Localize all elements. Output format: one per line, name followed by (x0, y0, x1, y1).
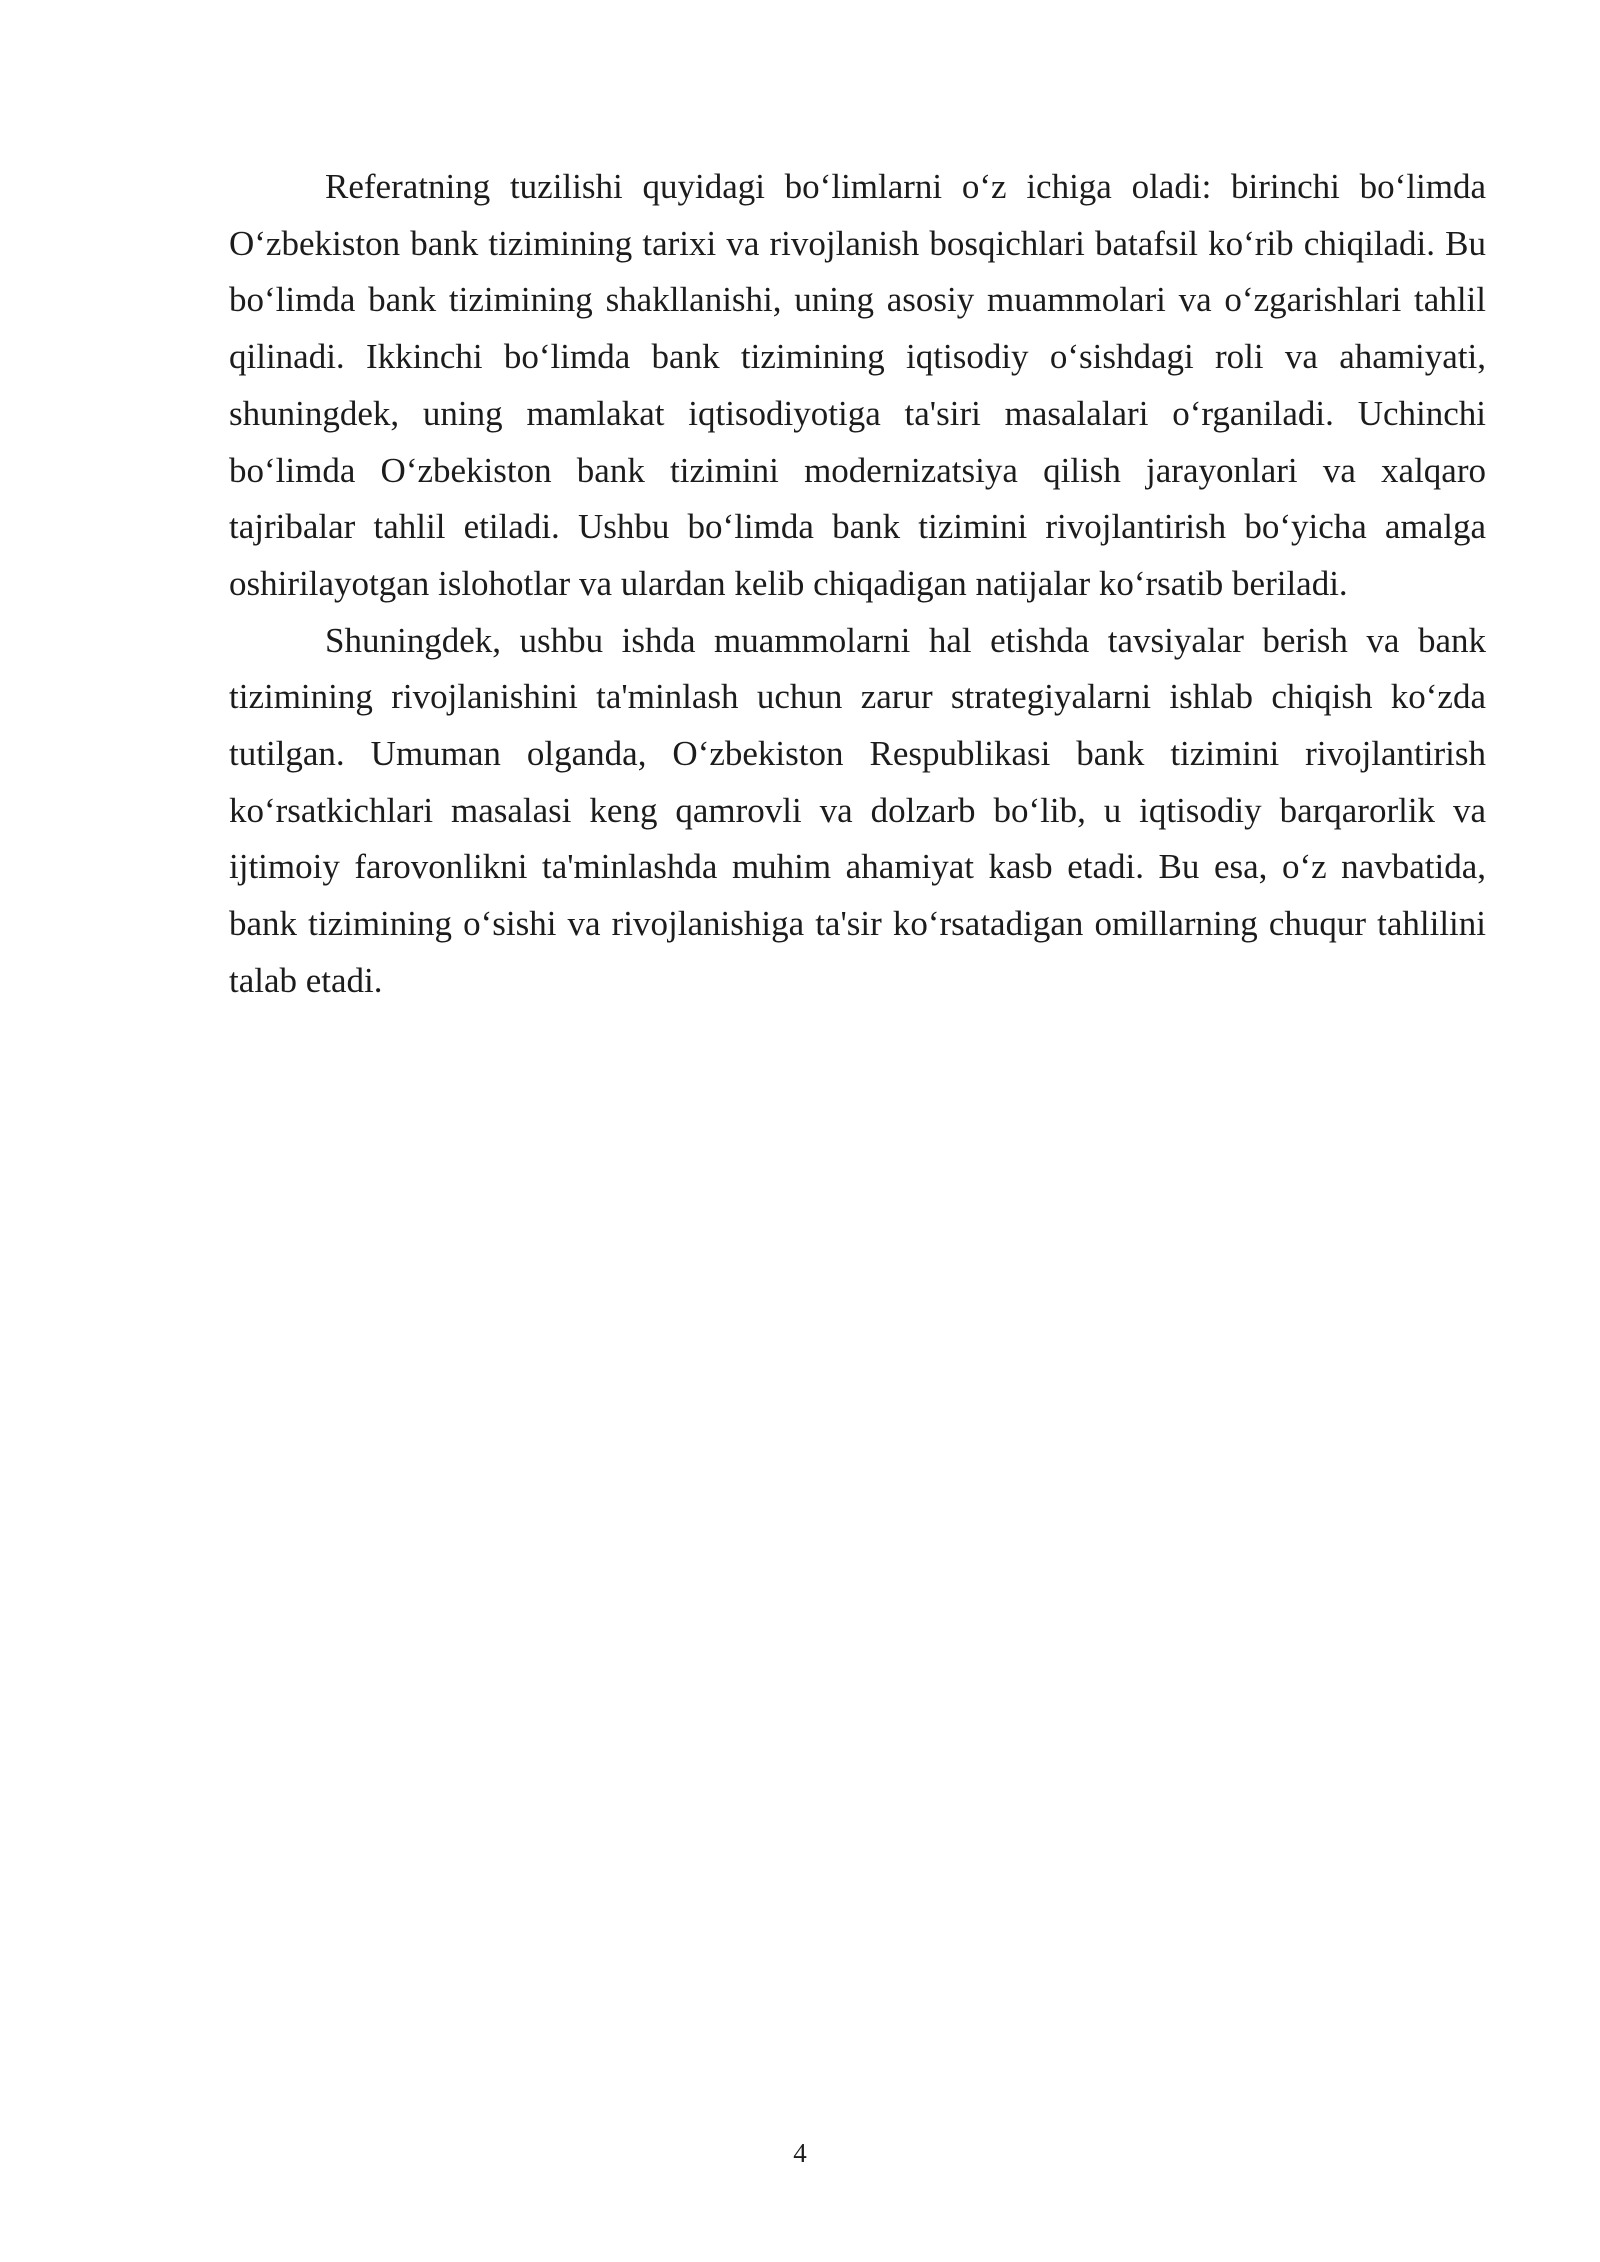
body-text (229, 159, 1486, 1010)
paragraph: Shuningdek, ushbu ishda muammolarni hal etishda tavsiyalar berish va bank tizimining rivojlanishini ta'minlash uchun zarur strategiyalarni ishlab chiqish ko‘zda tutilgan. Umuman olganda, O‘zbekiston Respublikasi bank tizimini rivojlantirish ko‘rsatkichlari masalasi keng qamrovli va dolzarb bo‘lib, u iqtisodiy barqarorlik va ijtimoiy farovonlikni ta'minlashda muhim ahamiyat kasb etadi. Bu esa, o‘z navbatida, bank tizimining o‘sishi va rivojlanishiga ta'sir ko‘rsatadigan omillarning chuqur tahlilini talab etadi. (229, 620, 1486, 1000)
page-number: 4 (793, 2138, 807, 2168)
paragraph: Referatning tuzilishi quyidagi bo‘limlarni o‘z ichiga oladi: birinchi bo‘limda O‘zbekiston bank tizimining tarixi va rivojlanish bosqichlari batafsil ko‘rib chiqiladi. Bu bo‘limda bank tizimining shakllanishi, uning asosiy muammolari va o‘zgarishlari tahlil qilinadi. Ikkinchi bo‘limda bank tizimining iqtisodiy o‘sishdagi roli va ahamiyati, shuningdek, uning mamlakat iqtisodiyotiga ta'siri masalalari o‘rganiladi. Uchinchi bo‘limda O‘zbekiston bank tizimini modernizatsiya qilish jarayonlari va xalqaro tajribalar tahlil etiladi. Ushbu bo‘limda bank tizimini rivojlantirish bo‘yicha amalga oshirilayotgan islohotlar va ulardan kelib chiqadigan natijalar ko‘rsatib beriladi. (229, 167, 1486, 603)
